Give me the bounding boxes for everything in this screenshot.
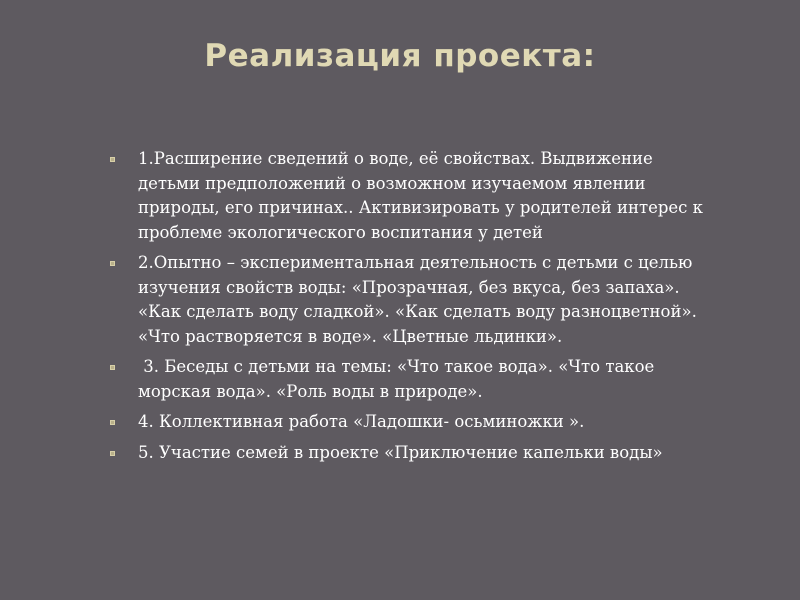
square-bullet-icon	[110, 157, 115, 162]
list-item-text: 3. Беседы с детьми на темы: «Что такое вода». «Что такое морская вода». «Роль воды в природе».	[138, 357, 660, 401]
square-bullet-icon	[110, 451, 115, 456]
list-item	[110, 147, 710, 245]
list-item	[110, 355, 710, 404]
list-item-text: 5. Участие семей в проекте «Приключение капельки воды»	[138, 442, 663, 462]
list-item	[110, 251, 710, 349]
slide-title: Реализация проекта:	[204, 38, 596, 74]
list-item	[110, 441, 710, 466]
list-item	[110, 410, 710, 435]
square-bullet-icon	[110, 365, 115, 370]
list-item-text: 1.Расширение сведений о воде, её свойствах. Выдвижение детьми предположений о возможном изучаемом явлении природы, его причинах.. Активизировать у родителей интерес к проблеме экологического воспитания у детей	[138, 149, 703, 242]
list-item-text: 2.Опытно – экспериментальная деятельность с детьми с целью изучения свойств воды: «Прозрачная, без вкуса, без запаха». «Как сделать воду сладкой». «Как сделать воду разноцветной». «Что растворяется в воде». «Цветные льдинки».	[138, 253, 697, 346]
square-bullet-icon	[110, 420, 115, 425]
square-bullet-icon	[110, 261, 115, 266]
list-item-text: 4. Коллективная работа «Ладошки- осьминожки ».	[138, 412, 585, 431]
bullet-list	[110, 147, 710, 471]
